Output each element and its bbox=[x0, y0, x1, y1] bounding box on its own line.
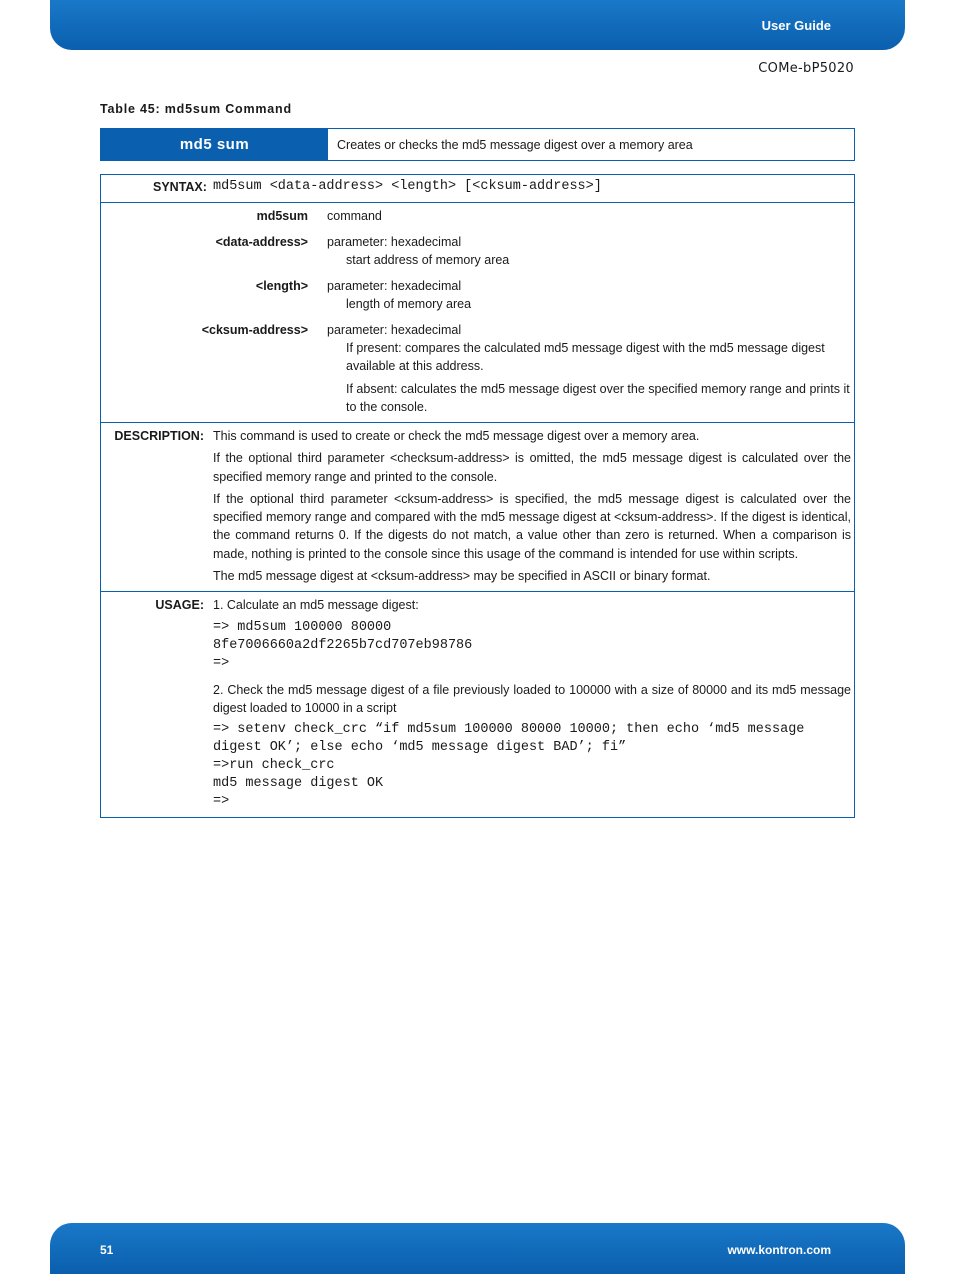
param-line: parameter: hexadecimal bbox=[327, 235, 462, 249]
param-line: If present: compares the calculated md5 message digest with the md5 message digest available at this address. bbox=[346, 341, 825, 373]
param-name: <cksum-address> bbox=[201, 323, 308, 337]
description-paragraph: This command is used to create or check the md5 message digest over a memory area. bbox=[213, 429, 700, 443]
param-md5sum bbox=[101, 207, 854, 225]
table-caption: Table 45: md5sum Command bbox=[100, 102, 292, 116]
param-line: parameter: hexadecimal bbox=[327, 323, 462, 337]
description-row bbox=[101, 422, 854, 591]
usage-label: USAGE: bbox=[155, 598, 204, 613]
description-paragraph: If the optional third parameter <checksum-address> is omitted, the md5 message digest is calculated over the specified memory range and printed to the console. bbox=[213, 451, 851, 484]
website-link[interactable]: www.kontron.com bbox=[727, 1243, 831, 1257]
command-summary: Creates or checks the md5 message digest over a memory area bbox=[337, 137, 693, 152]
param-name: md5sum bbox=[256, 209, 308, 223]
description-label: DESCRIPTION: bbox=[114, 429, 204, 443]
usage-step: 2. Check the md5 message digest of a file previously loaded to 100000 with a size of 80000 and its md5 message digest loaded to 10000 in a script bbox=[213, 682, 851, 715]
param-length bbox=[101, 277, 854, 313]
param-line: parameter: hexadecimal bbox=[327, 279, 462, 293]
usage-step: 1. Calculate an md5 message digest: bbox=[213, 598, 419, 613]
code-example: => setenv check_crc “if md5sum 100000 80000 10000; then echo ‘md5 message digest OK’; else echo ‘md5 message digest BAD’; fi” =>run check_crc md5 message digest OK => bbox=[213, 722, 805, 810]
usage-row bbox=[101, 591, 854, 817]
param-cksum-address bbox=[101, 321, 854, 416]
syntax-row bbox=[101, 175, 854, 202]
param-data-address bbox=[101, 233, 854, 269]
param-name: <length> bbox=[255, 279, 308, 293]
command-table bbox=[100, 174, 855, 818]
param-line: length of memory area bbox=[346, 297, 472, 311]
code-example: => md5sum 100000 80000 8fe7006660a2df2265b7cd707eb98786 => bbox=[213, 619, 473, 671]
param-line: start address of memory area bbox=[346, 253, 510, 267]
footer-bar bbox=[50, 1223, 905, 1274]
header-bar bbox=[50, 0, 905, 50]
command-name: md5 sum bbox=[101, 129, 328, 160]
syntax-label: SYNTAX: bbox=[153, 180, 207, 194]
param-line: command bbox=[327, 209, 382, 223]
param-line: If absent: calculates the md5 message digest over the specified memory range and prints it to the console. bbox=[346, 382, 850, 414]
description-paragraph: If the optional third parameter <cksum-address> is specified, the md5 message digest is calculated over the specified memory range and compared with the md5 message digest at <cksum-address>. If the digest is identical, the command returns 0. If the digests do not match, a value other than zero is returned. When a comparison is made, nothing is printed to the console since this usage of the command is intended for use within scripts. bbox=[213, 491, 851, 561]
model-name: COMe-bP5020 bbox=[758, 61, 854, 76]
command-header bbox=[100, 128, 855, 161]
document-title: User Guide bbox=[761, 18, 831, 33]
param-name: <data-address> bbox=[215, 235, 308, 249]
description-paragraph: The md5 message digest at <cksum-address> may be specified in ASCII or binary format. bbox=[213, 569, 711, 584]
syntax-value: md5sum <data-address> <length> [<cksum-address>] bbox=[213, 179, 602, 194]
parameter-list bbox=[101, 202, 854, 422]
page-number: 51 bbox=[100, 1243, 114, 1257]
